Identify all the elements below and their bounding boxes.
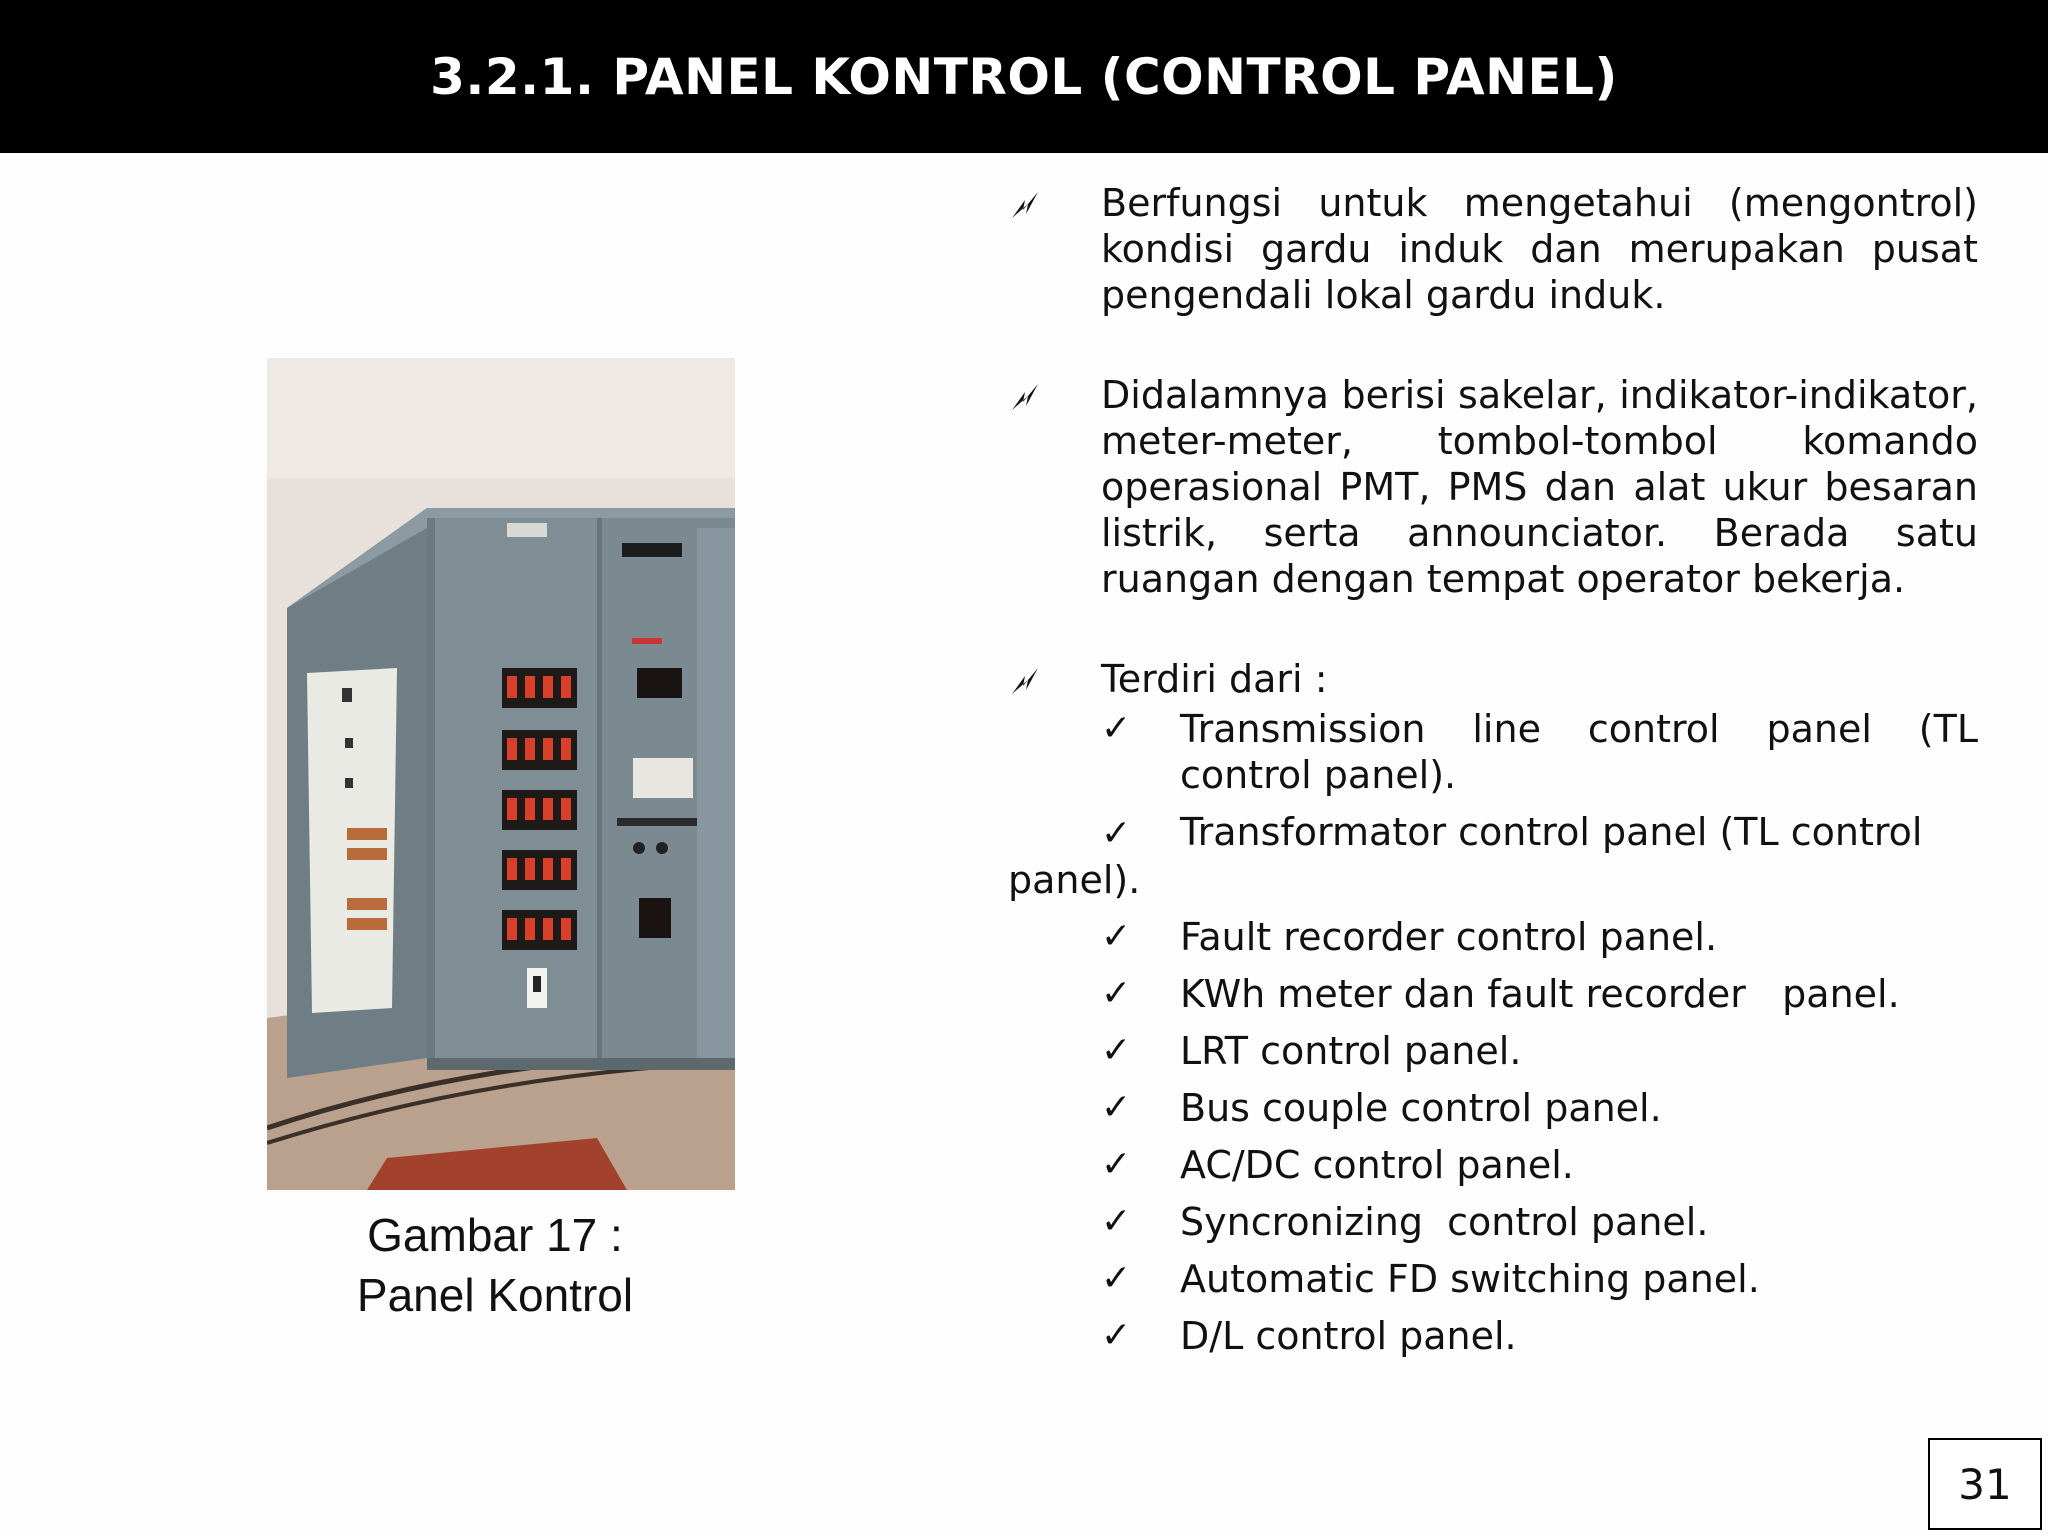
- sub-item-text: Bus couple control panel.: [1180, 1086, 1662, 1130]
- sub-item-text: Automatic FD switching panel.: [1180, 1257, 1760, 1301]
- bullet-text: Terdiri dari :: [1101, 657, 1328, 701]
- page-title: 3.2.1. PANEL KONTROL (CONTROL PANEL): [430, 47, 1618, 106]
- sub-list-item: [1101, 706, 1978, 798]
- bullet-item: [1008, 372, 1978, 602]
- sub-list-item: [1101, 1313, 1978, 1359]
- checkmark-icon: ✓: [1101, 1315, 1132, 1356]
- bullet-item: [1008, 180, 1978, 318]
- control-panel-photo: [267, 358, 735, 1190]
- sub-item-text: Transformator control panel (TL control panel).: [1008, 810, 1923, 902]
- checkmark-icon: ✓: [1101, 1087, 1132, 1128]
- bullet-item: [1008, 656, 1978, 702]
- sub-item-text: KWh meter dan fault recorder panel.: [1180, 972, 1900, 1016]
- checkmark-icon: ✓: [1101, 973, 1132, 1014]
- page-number: 31: [1928, 1438, 2042, 1530]
- checkmark-icon: ✓: [1101, 813, 1132, 854]
- checkmark-icon: ✓: [1101, 1201, 1132, 1242]
- sub-item-text: Transmission line control panel (TL control panel).: [1180, 707, 1978, 797]
- checkmark-icon: ✓: [1101, 708, 1132, 749]
- sub-item-text: Syncronizing control panel.: [1180, 1200, 1709, 1244]
- checkmark-icon: ✓: [1101, 1258, 1132, 1299]
- checkmark-icon: ✓: [1101, 1144, 1132, 1185]
- sub-item-text: Fault recorder control panel.: [1180, 915, 1718, 959]
- sub-item-text: LRT control panel.: [1180, 1029, 1522, 1073]
- title-bar: [0, 0, 2048, 153]
- checkmark-icon: ✓: [1101, 916, 1132, 957]
- sub-list-item: [1101, 1028, 1978, 1074]
- sub-list-item: [1101, 1199, 1978, 1245]
- sub-list-item: [1101, 914, 1978, 960]
- sub-item-text: D/L control panel.: [1180, 1314, 1517, 1358]
- sub-list-item: [1101, 1142, 1978, 1188]
- sub-list-item: [1101, 1085, 1978, 1131]
- bullet-text: Berfungsi untuk mengetahui (mengontrol) kondisi gardu induk dan merupakan pusat pengendali lokal gardu induk.: [1101, 181, 1978, 317]
- checkmark-icon: ✓: [1101, 1030, 1132, 1071]
- sub-list-item: [1101, 971, 1978, 1017]
- bullet-list: [1008, 180, 1978, 1370]
- figure-caption-line1: Gambar 17 :: [367, 1209, 623, 1261]
- sub-item-text: AC/DC control panel.: [1180, 1143, 1574, 1187]
- bullet-text: Didalamnya berisi sakelar, indikator-indikator, meter-meter, tombol-tombol komando operasional PMT, PMS dan alat ukur besaran listrik, serta announciator. Berada satu ruangan dengan tempat operator bekerja.: [1101, 373, 1978, 601]
- sub-list-item: [1101, 1256, 1978, 1302]
- figure-caption: [240, 1205, 750, 1325]
- figure-caption-line2: Panel Kontrol: [356, 1269, 634, 1321]
- sub-list: [1008, 706, 1978, 1359]
- lightning-icon: [1008, 380, 1042, 414]
- lightning-icon: [1008, 664, 1042, 698]
- sub-list-item: [1008, 809, 1978, 903]
- lightning-icon: [1008, 188, 1042, 222]
